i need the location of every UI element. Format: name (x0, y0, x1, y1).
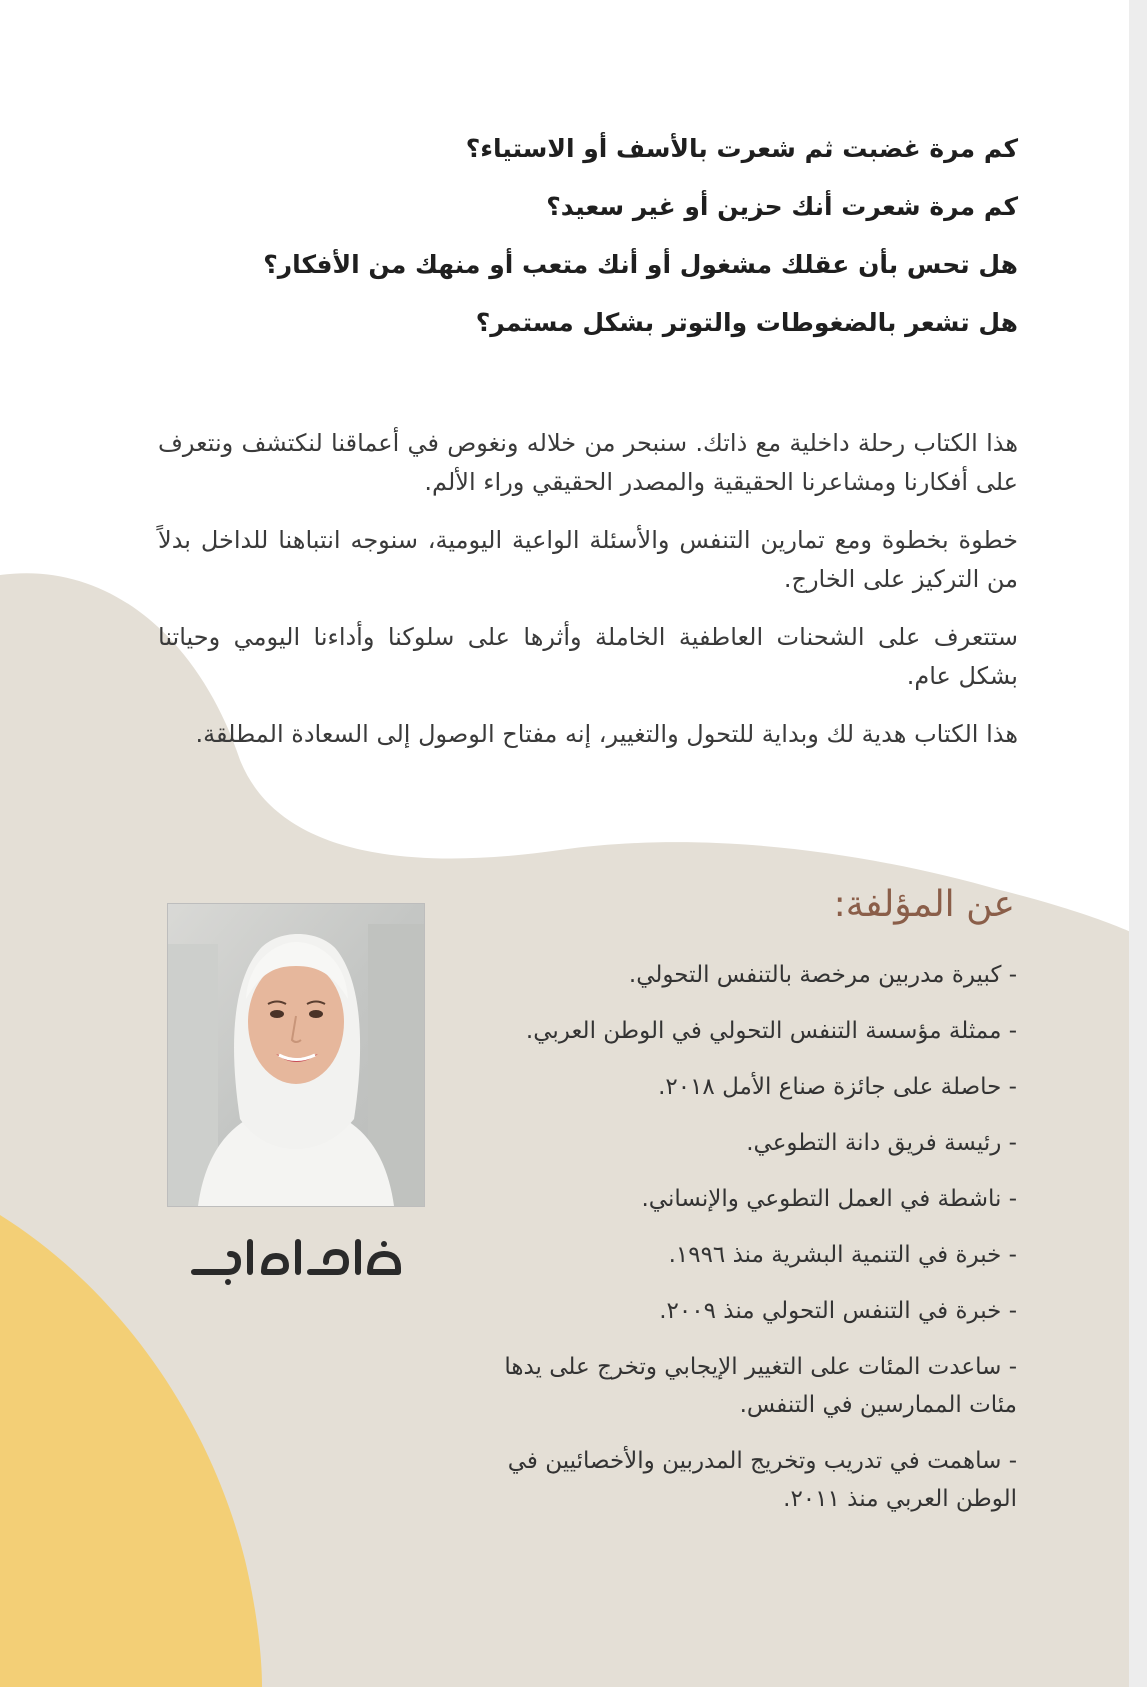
question-line: هل تشعر بالضغوطات والتوتر بشكل مستمر؟ (475, 308, 1018, 337)
intro-paragraph: خطوة بخطوة ومع تمارين التنفس والأسئلة الواعية اليومية، سنوجه انتباهنا للداخل بدلاً من التركيز على الخارج. (158, 526, 1018, 593)
bio-item: - كبيرة مدربين مرخصة بالتنفس التحولي. (628, 962, 1017, 988)
bio-item: - ساعدت المئات على التغيير الإيجابي وتخرج على يدها مئات الممارسين في التنفس. (504, 1354, 1017, 1418)
author-photo (168, 904, 424, 1206)
author-bio-list (497, 956, 1017, 1536)
intro-block (158, 424, 1018, 773)
author-heading: عن المؤلفة: (833, 884, 1015, 925)
bio-item: - ناشطة في العمل التطوعي والإنساني. (641, 1186, 1017, 1212)
bio-item: - رئيسة فريق دانة التطوعي. (746, 1130, 1017, 1156)
author-signature-logo (168, 1228, 424, 1288)
questions-block (198, 132, 1018, 364)
intro-paragraph: هذا الكتاب هدية لك وبداية للتحول والتغيير، إنه مفتاح الوصول إلى السعادة المطلقة. (195, 720, 1018, 748)
bio-item: - ممثلة مؤسسة التنفس التحولي في الوطن العربي. (525, 1018, 1017, 1044)
question-line: كم مرة غضبت ثم شعرت بالأسف أو الاستياء؟ (465, 134, 1018, 163)
page-edge (1129, 0, 1147, 1687)
intro-paragraph: هذا الكتاب رحلة داخلية مع ذاتك. سنبحر من خلاله ونغوص في أعماقنا لنكتشف ونتعرف على أفكارنا ومشاعرنا الحقيقية والمصدر الحقيقي وراء الألم. (158, 429, 1018, 496)
portrait-illustration (168, 904, 424, 1206)
bio-item: - خبرة في التنمية البشرية منذ ١٩٩٦. (668, 1242, 1017, 1268)
intro-paragraph: ستتعرف على الشحنات العاطفية الخاملة وأثرها على سلوكنا وأداءنا اليومي وحياتنا بشكل عام. (158, 623, 1018, 690)
author-section-heading (834, 884, 1015, 925)
author-signature (168, 1228, 424, 1288)
bio-item: - خبرة في التنفس التحولي منذ ٢٠٠٩. (659, 1298, 1017, 1324)
question-line: كم مرة شعرت أنك حزين أو غير سعيد؟ (546, 192, 1018, 221)
bio-item: - ساهمت في تدريب وتخريج المدربين والأخصائيين في الوطن العربي منذ ٢٠١١. (507, 1448, 1017, 1512)
question-line: هل تحس بأن عقلك مشغول أو أنك متعب أو منهك من الأفكار؟ (263, 250, 1018, 279)
bio-item: - حاصلة على جائزة صناع الأمل ٢٠١٨. (658, 1074, 1017, 1100)
